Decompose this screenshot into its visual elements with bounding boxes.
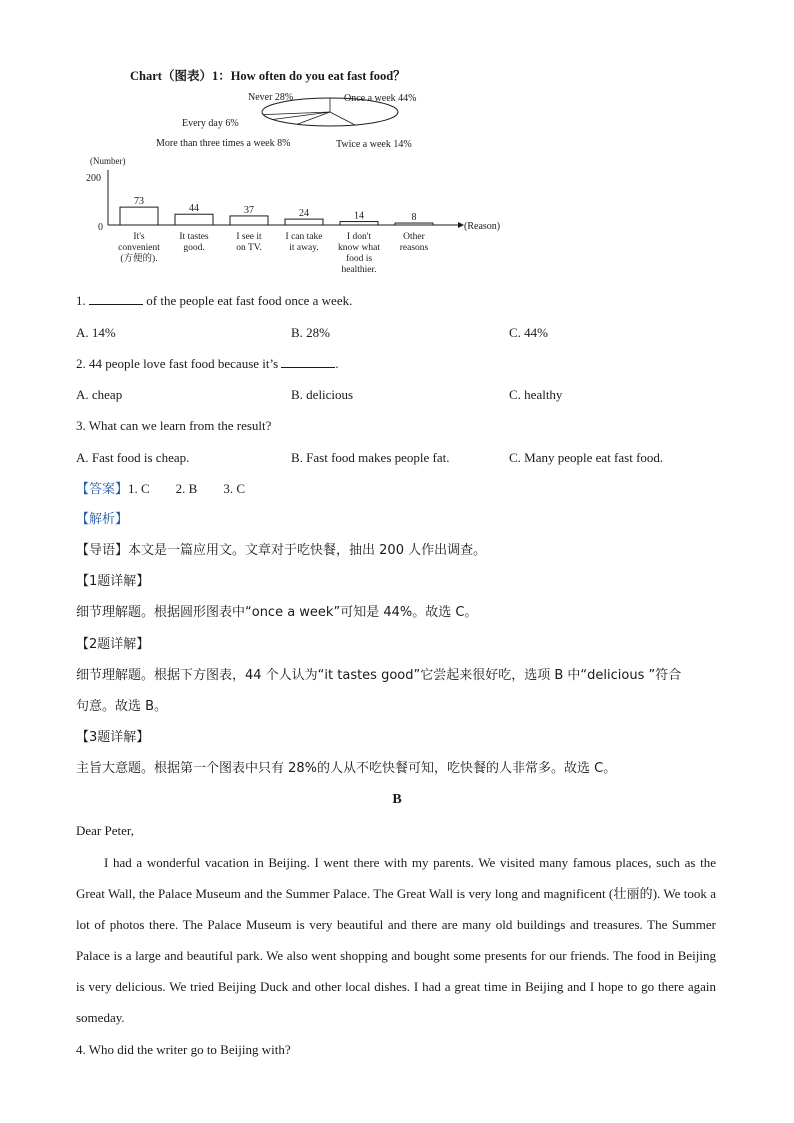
bar-category-label: it away.: [289, 243, 319, 253]
bar-category-label: healthier.: [341, 265, 377, 275]
bar-y-tick-0: 0: [98, 222, 103, 233]
bar-value-label: 44: [189, 203, 199, 215]
q2-option-a: A. cheap: [76, 387, 123, 402]
q1-option-a: A. 14%: [76, 325, 116, 340]
section-heading-b: B: [392, 792, 402, 807]
bar-category-label: food is: [345, 254, 373, 264]
q2-option-c: C. healthy: [509, 387, 563, 402]
answer-label: 【答案】: [76, 482, 129, 497]
bar-category-label: It tastes: [179, 232, 209, 242]
bar-value-label: 8: [411, 212, 417, 224]
detail-1-label: 【1题详解】: [76, 574, 150, 589]
q1-number: 1.: [76, 293, 86, 308]
bar-value-label: 24: [299, 208, 309, 220]
bar-3: [230, 216, 268, 225]
question-4: 4. Who did the writer go to Beijing with?: [76, 1042, 291, 1057]
bar-category-label: convenient: [118, 243, 160, 253]
bar-y-tick-200: 200: [86, 173, 101, 184]
bar-category-label: It's: [133, 232, 145, 242]
bar-category-label: Other: [403, 232, 425, 242]
chart-svg: [80, 60, 520, 282]
bar-4: [285, 219, 323, 225]
bar-y-axis-label: (Number): [90, 156, 126, 166]
detail-2-label: 【2题详解】: [76, 637, 150, 652]
bar-value-label: 14: [354, 210, 364, 222]
pie-label-every-day: Every day 6%: [182, 118, 239, 129]
chart-title: Chart（图表）1：How often do you eat fast food？: [130, 69, 406, 83]
detail-3-text: 主旨大意题。根据第一个图表中只有 28%的人从不吃快餐可知，吃快餐的人非常多。故选 C。: [76, 761, 617, 776]
question-2: [76, 355, 339, 373]
pie-label-never: Never 28%: [248, 92, 294, 103]
bar-2: [175, 214, 213, 225]
detail-2-text-line2: 句意。故选 B。: [76, 699, 168, 714]
q1-option-b: B. 28%: [291, 325, 330, 340]
q1-option-c: C. 44%: [509, 325, 548, 340]
bar-x-axis-label: (Reason): [464, 221, 501, 232]
bar-category-label: (方便的).: [120, 254, 158, 264]
question-3: 3. What can we learn from the result?: [76, 418, 272, 433]
detail-2-text-line1: 细节理解题。根据下方图表，44 个人认为“it tastes good”它尝起来很好吃，选项 B 中“delicious ”符合: [76, 668, 682, 683]
guide-text: 本文是一篇应用文。文章对于吃快餐，抽出 200 人作出调查。: [128, 543, 487, 558]
bar-1: [120, 207, 158, 225]
answer-text: 1. C 2. B 3. C: [128, 481, 246, 496]
bar-category-label: I don't: [346, 232, 372, 242]
bar-6: [395, 223, 433, 225]
q2-blank: [281, 355, 335, 368]
detail-1-text: 细节理解题。根据圆形图表中“once a week”可知是 44%。故选 C。: [76, 605, 478, 620]
detail-3-label: 【3题详解】: [76, 730, 150, 745]
bar-category-label: I can take: [285, 232, 323, 242]
pie-slice-twice-a-week: [330, 112, 355, 125]
bar-category-label: reasons: [399, 243, 429, 253]
q3-option-a: A. Fast food is cheap.: [76, 450, 190, 465]
question-1: [76, 292, 352, 310]
guide-label: 【导语】: [76, 543, 129, 558]
bar-category-label: good.: [183, 243, 205, 253]
bar-value-label: 73: [134, 196, 144, 208]
q1-blank: [89, 292, 143, 305]
guide-line: [76, 542, 486, 560]
q2-text: 2. 44 people love fast food because it’s: [76, 356, 279, 371]
bar-category-label: on TV.: [236, 243, 262, 253]
bar-category-label: know what: [338, 243, 380, 253]
bar-5: [340, 222, 378, 225]
analysis-label: 【解析】: [76, 512, 129, 527]
q2-option-b: B. delicious: [291, 387, 354, 402]
pie-label-twice-a-week: Twice a week 14%: [336, 139, 412, 150]
bar-category-label: I see it: [236, 232, 262, 242]
q3-option-c: C. Many people eat fast food.: [509, 450, 664, 465]
answer-line: [76, 480, 245, 499]
q3-option-b: B. Fast food makes people fat.: [291, 450, 450, 465]
bar-value-label: 37: [244, 204, 254, 216]
bar-chart: [118, 196, 433, 275]
pie-label-three-times: More than three times a week 8%: [156, 138, 291, 149]
letter-passage: I had a wonderful vacation in Beijing. I went there with my parents. We visited many famous places, such as the Great Wall, the Palace Museum and the Summer Palace. The Great Wall is very long and magnificent (壮丽的). We took a lot of photos there. The Palace Museum is very beautiful and there are many old buildings and treasures. The Summer Palace is a large and beautiful park. We also went shopping and bought some presents for our friends. The food in Beijing is very delicious. We tried Beijing Duck and other local dishes. I had a great time in Beijing and I hope to go there again someday.: [76, 855, 716, 1025]
q2-end: .: [335, 356, 339, 371]
pie-label-once-a-week: Once a week 44%: [344, 93, 417, 104]
letter-greeting: Dear Peter,: [76, 823, 134, 838]
survey-chart-figure: [80, 60, 520, 282]
q1-text: of the people eat fast food once a week.: [146, 293, 353, 308]
